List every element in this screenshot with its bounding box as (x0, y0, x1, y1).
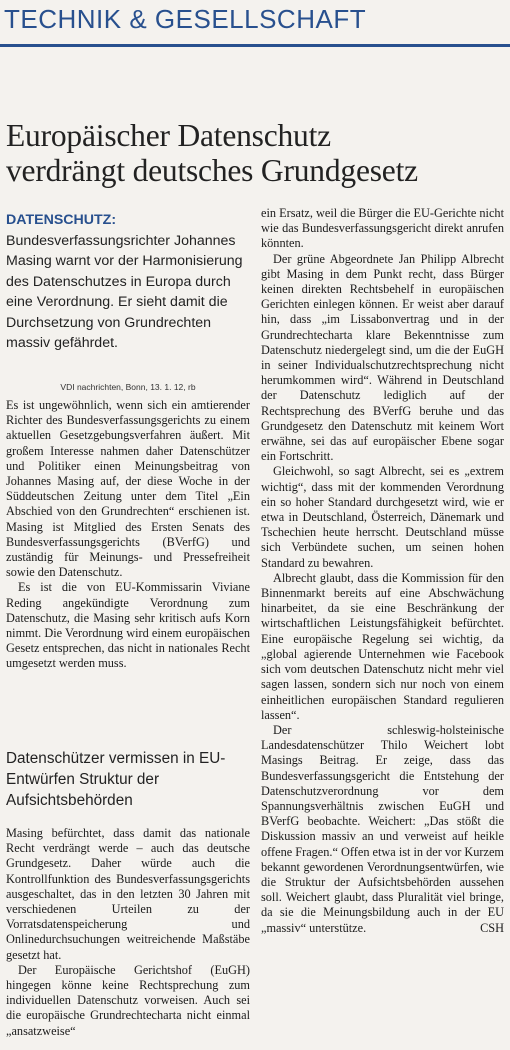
subheading: Datenschützer vermissen in EU-Entwürfen Struktur der Aufsichtsbehörden (6, 750, 226, 809)
left-column-top (6, 398, 250, 672)
byline: VDI nachrichten, Bonn, 13. 1. 12, rb (60, 382, 196, 392)
headline-line-1: Europäischer Datenschutz (6, 118, 331, 153)
lead-text: Bundesverfassungsrichter Johannes Masing warnt vor der Harmonisierung des Datenschutzes in Europa durch eine Verordnung. Er sieht damit die Durchsetzung von Grundrechten massiv gefährdet. (6, 232, 243, 351)
lead-paragraph (6, 210, 250, 354)
section-rule (0, 44, 510, 47)
body-paragraph: Es ist die von EU-Kommissarin Viviane Reding angekündigte Verordnung zum Datenschutz, die Masing sehr kritisch aufs Korn nimmt. Die Verordnung wird einem europäischen Gesetz entsprechen, das nicht in nationales Recht umgesetzt werden muss. (6, 580, 250, 671)
body-paragraph-text: Der schleswig-holsteinische Landesdatenschützer Thilo Weichert lobt Masings Beitrag. Er zeige, dass das Bundesverfassungsgericht die Entstehung der Datenschutzverordnung vor dem Spannungsverhältnis zwischen EuGH und BVerfG beobachte. Weichert: „Das stößt die Diskussion massiv an und verweist auf heikle offene Fragen.“ Offen etwa ist in der vor Kurzem bekannt gewordenen Verordnungsentwürfen, wie die Struktur der Aufsichtsbehörden aussehen soll. Weichert glaubt, dass Pluralität viel bringe, da sie die Meinungsbildung auch in der EU „massiv“ unterstütze. (261, 722, 505, 935)
left-column-bottom (6, 826, 250, 1039)
headline-line-2: verdrängt deutsches Grundgesetz (6, 153, 418, 188)
body-paragraph: Der Europäische Gerichtshof (EuGH) hingegen könne keine Rechtsprechung zum individuellen Datenschutz vorweisen. Auch sei die europäische Grundrechtecharta nicht einmal „ansatzweise“ (6, 962, 250, 1038)
body-paragraph: ein Ersatz, weil die Bürger die EU-Gerichte nicht wie das Bundesverfassungsgericht direkt anrufen könnten. (261, 206, 504, 251)
author-signature: CSH (480, 920, 504, 935)
body-paragraph: Albrecht glaubt, dass die Kommission für den Binnenmarkt bereits auf eine Abschwächung hinarbeitet, da sie eine Beschränkung der wirtschaftlichen Leistungsfähigkeit befürchtet. Eine europäische Regelung sei wichtig, da „global agierende Unternehmen wie Facebook sich vom deutschen Datenschutz nicht mehr viel sagen lassen, sondern sich nur noch von einem einheitlichen europäischen Standard regulieren lassen“. (261, 570, 504, 722)
section-header: TECHNIK & GESELLSCHAFT (4, 4, 367, 34)
headline (6, 118, 504, 188)
body-paragraph: Masing befürchtet, dass damit das nationale Recht verdrängt werde – auch das deutsche Grundgesetz. Daher würde auch die Kontrollfunktion des Bundesverfassungsgerichts ausgeschaltet, das in den letzten 30 Jahren mit verschiedenen Urteilen zu der Vorratsdatenspeicherung und Onlinedurchsuchungen weitreichende Maßstäbe gesetzt hat. (6, 826, 250, 962)
body-paragraph: Gleichwohl, so sagt Albrecht, sei es „extrem wichtig“, dass mit der kommenden Verordnung ein so hoher Standard durchgesetzt wird, wie er etwa in Deutschland, Österreich, Dänemark und Tschechien heute herrscht. Deutschland müsse sich Verbündete suchen, um seinen hohen Standard zu bewahren. (261, 464, 504, 570)
body-paragraph: Es ist ungewöhnlich, wenn sich ein amtierender Richter des Bundesverfassungsgerichts zu einem aktuellen Gesetzgebungsverfahren äußert. Mit großem Interesse nahmen daher Datenschützer und Politiker einen Meinungsbeitrag von Johannes Masing auf, der diese Woche in der Süddeutschen Zeitung unter dem Titel „Ein Abschied von den Grundrechten“ erschienen ist. Masing ist Mitglied des Ersten Senats des Bundesverfassungsgerichts (BVerfG) und zuständig für Meinungs- und Pressefreiheit sowie den Datenschutz. (6, 398, 250, 580)
body-paragraph (261, 723, 504, 936)
lead-kicker: DATENSCHUTZ: (6, 212, 117, 228)
body-paragraph: Der grüne Abgeordnete Jan Philipp Albrecht gibt Masing in dem Punkt recht, dass Bürger keinen direkten Rechtsbehelf in europäischen Gerichten einlegen können. Er weist aber darauf hin, dass „im Lissabonvertrag und in der Grundrechtecharta klare Bekenntnisse zum Datenschutz niedergelegt sind, um die der EuGH in seiner Individualschutzrechtsprechung nicht herumkommen wird“. Während in Deutschland der Datenschutz lediglich auf der Rechtsprechung des BVerfG beruhe und das Grundgesetz den Datenschutz mit keinem Wort erwähne, sei das auf europäischer Ebene sogar ein Fortschritt. (261, 251, 504, 464)
right-column (261, 206, 504, 936)
